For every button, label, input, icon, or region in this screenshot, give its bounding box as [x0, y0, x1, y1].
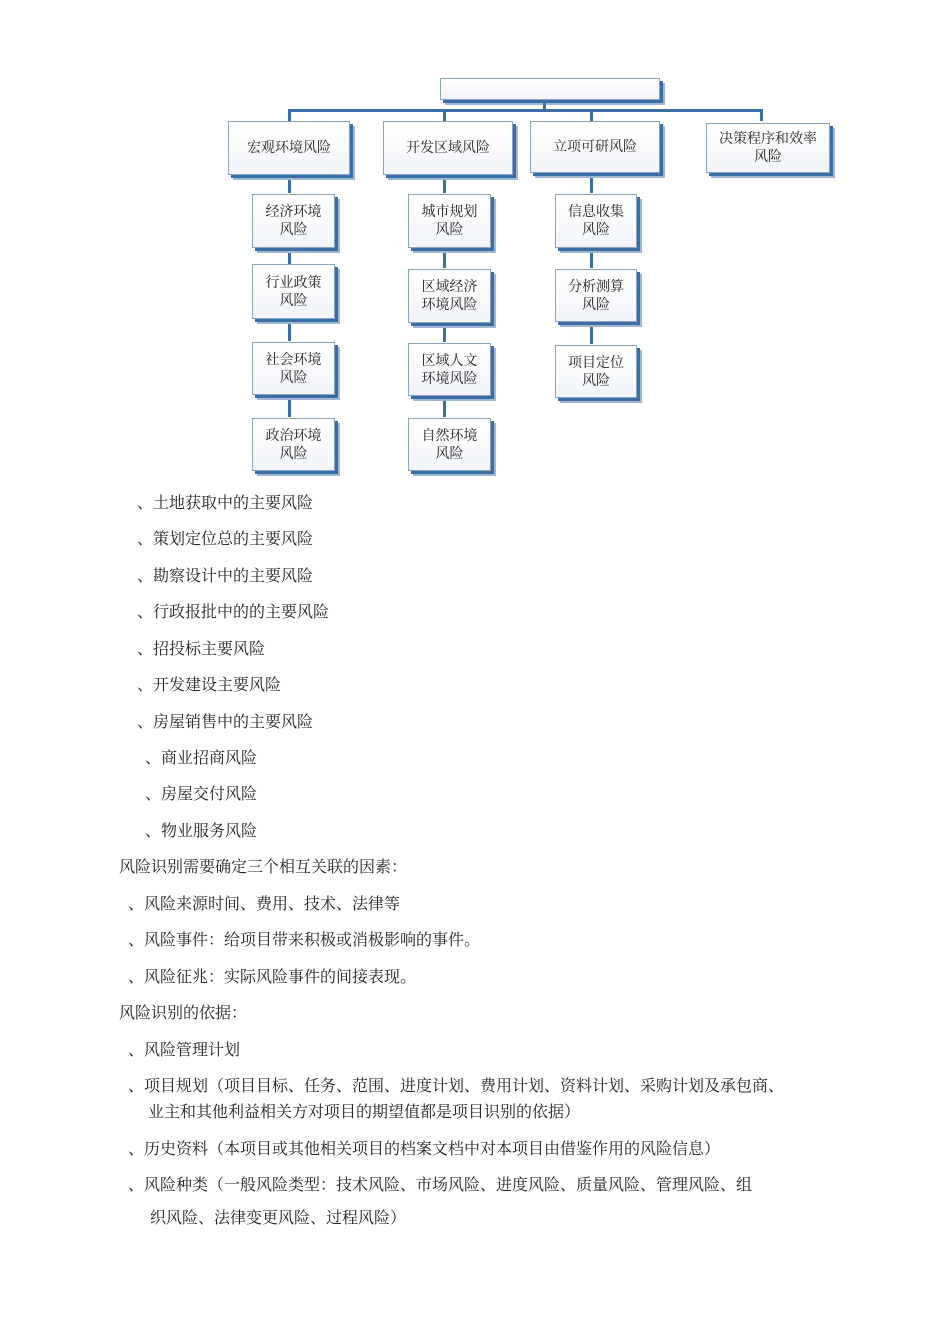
- node-label-line1: 行业政策: [265, 274, 322, 291]
- node-label-line2: 风险: [279, 222, 308, 238]
- node-label-line2: 风险: [582, 296, 610, 313]
- basis-item-continued: 织风险、法律变更风险、过程风险）: [150, 1208, 407, 1227]
- node-label-line1: 信息收集: [568, 204, 624, 220]
- basis-item: 、项目规划（项目目标、任务、范围、进度计划、费用计划、资料计划、采购计划及承包商、: [128, 1076, 785, 1095]
- node-label-line2: 风险: [279, 445, 308, 462]
- node-label-line1: 城市规划: [421, 204, 478, 220]
- section-heading: 风险识别的依据：: [119, 1003, 248, 1022]
- node-label-line2: 环境风险: [421, 370, 478, 387]
- basis-item-continued: 业主和其他利益相关方对项目的期望值都是项目识别的依据）: [148, 1102, 581, 1121]
- node-label-line1: 决策程序和效率: [719, 131, 817, 147]
- risk-list-item: 、房屋交付风险: [145, 784, 258, 803]
- risk-list-item: 、物业服务风险: [145, 821, 258, 840]
- node-label-line2: 环境风险: [421, 297, 478, 313]
- basis-item: 、风险管理计划: [128, 1040, 241, 1059]
- risk-list-item: 、勘察设计中的主要风险: [137, 566, 314, 585]
- node-label-line2: 风险: [279, 292, 308, 309]
- basis-item: 、风险种类（一般风险类型：技术风险、市场风险、进度风险、质量风险、管理风险、组: [128, 1175, 753, 1194]
- node-label-line2: 风险: [279, 369, 308, 386]
- section-heading: 风险识别需要确定三个相互关联的因素：: [119, 857, 408, 876]
- node-label-line2: 风险: [582, 222, 610, 238]
- node-label-line1: 社会环境: [265, 351, 322, 368]
- node-label-line1: 区域人文: [421, 352, 478, 369]
- risk-list-item: 、房屋销售中的主要风险: [137, 712, 314, 731]
- node-label-line1: 经济环境: [265, 204, 322, 220]
- risk-list-item: 、招投标主要风险: [137, 639, 266, 658]
- node-label: 宏观环境风险: [247, 140, 331, 156]
- node-label-line1: 政治环境: [265, 427, 322, 444]
- node-label-line1: 自然环境: [421, 427, 478, 444]
- node-label-line1: 分析测算: [568, 278, 624, 295]
- node-label-line1: 区域经济: [421, 279, 478, 295]
- risk-list-item: 、策划定位总的主要风险: [137, 529, 314, 548]
- basis-item: 、历史资料（本项目或其他相关项目的档案文档中对本项目由借鉴作用的风险信息）: [128, 1139, 721, 1158]
- node-label: 立项可研风险: [553, 139, 637, 155]
- node-label-line2: 风险: [435, 445, 464, 462]
- risk-list-item: 、商业招商风险: [145, 748, 258, 767]
- risk-list-item: 、土地获取中的主要风险: [137, 493, 314, 512]
- node-label-line2: 风险: [754, 149, 782, 165]
- risk-list-item: 、行政报批中的的主要风险: [137, 602, 330, 621]
- node-label-line1: 项目定位: [568, 354, 624, 371]
- factor-item: 、风险征兆：实际风险事件的间接表现。: [128, 967, 417, 986]
- factor-item: 、风险事件：给项目带来积极或消极影响的事件。: [128, 930, 481, 949]
- node-label-line2: 风险: [582, 372, 610, 389]
- factor-item: 、风险来源时间、费用、技术、法律等: [128, 894, 401, 913]
- node-label-line2: 风险: [435, 222, 464, 238]
- node-label: 开发区域风险: [406, 140, 490, 156]
- risk-list-item: 、开发建设主要风险: [137, 675, 282, 694]
